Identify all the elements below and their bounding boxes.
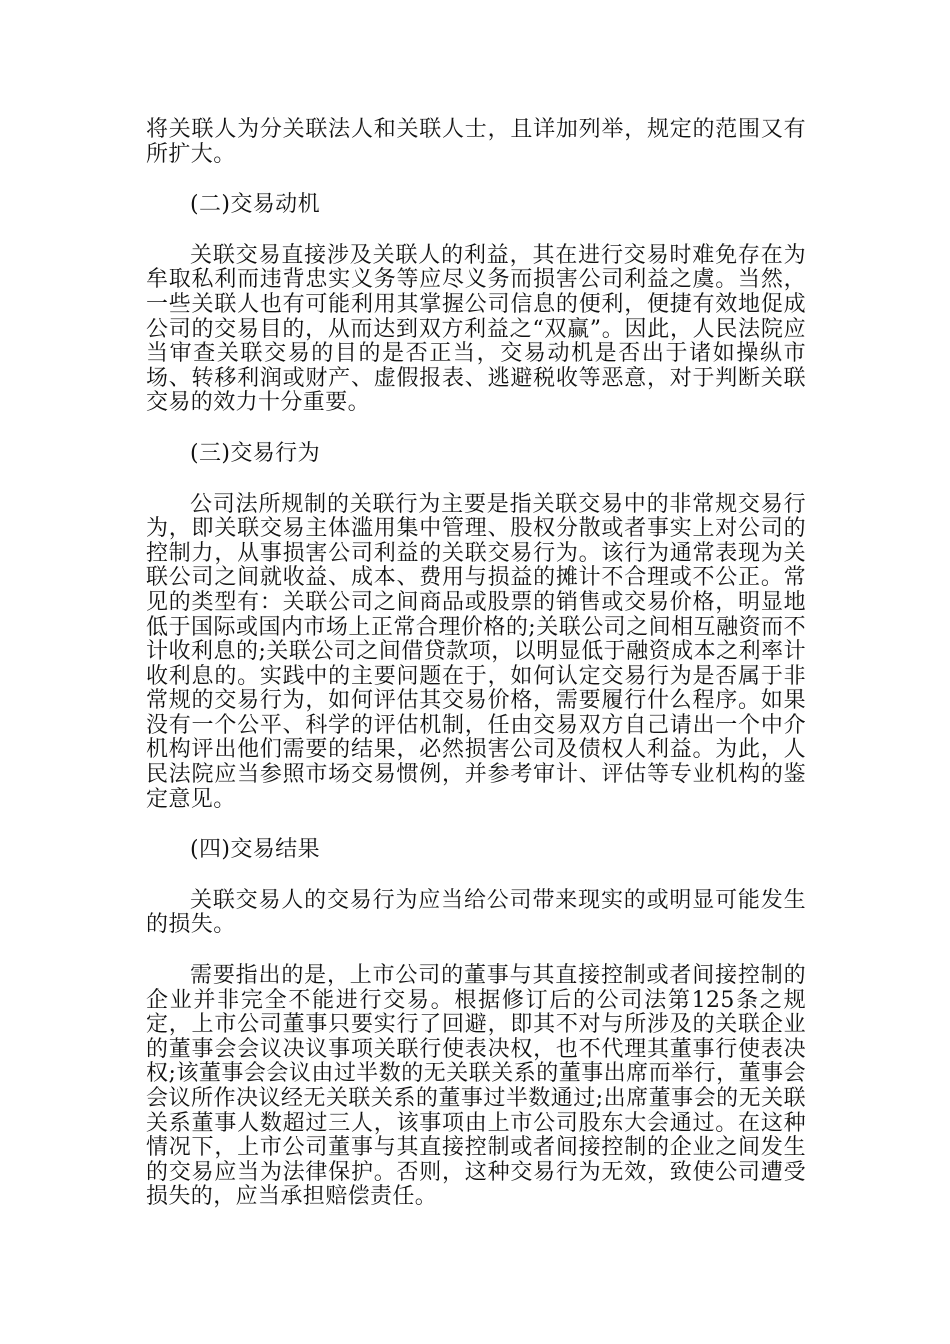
paragraph-intro: 将关联人为分关联法人和关联人士，且详加列举，规定的范围又有所扩大。 (146, 117, 806, 167)
section-heading-behavior: (三)交易行为 (190, 440, 320, 466)
section-heading-result: (四)交易结果 (190, 837, 320, 863)
paragraph-result: 关联交易人的交易行为应当给公司带来现实的或明显可能发生的损失。 (146, 887, 806, 938)
section-heading-motive: (二)交易动机 (190, 192, 320, 218)
document-body (146, 118, 806, 1236)
paragraph-behavior: 公司法所规制的关联行为主要是指关联交易中的非常规交易行为，即关联交易主体滥用集中管理、股权分散或者事实上对公司的控制力，从事损害公司利益的关联交易行为。该行为通常表现为关联公司之间就收益、成本、费用与损益的摊计不合理或不公正。常见的类型有：关联公司之间商品或股票的销售或交易价格，明显地低于国际或国内市场上正常合理价格的;关联公司之间相互融资而不计收利息的;关联公司之间借贷款项，以明显低于融资成本之利率计收利息的。实践中的主要问题在于，如何认定交易行为是否属于非常规的交易行为，如何评估其交易价格，需要履行什么程序。如果没有一个公平、科学的评估机制，任由交易双方自己请出一个中介机构评出他们需要的结果，必然损害公司及债权人利益。为此，人民法院应当参照市场交易惯例，并参考审计、评估等专业机构的鉴定意见。 (146, 491, 806, 812)
paragraph-note: 需要指出的是，上市公司的董事与其直接控制或者间接控制的企业并非完全不能进行交易。根据修订后的公司法第125条之规定，上市公司董事只要实行了回避，即其不对与所涉及的关联企业的董事会会议决议事项关联行使表决权，也不代理其董事行使表决权;该董事会会议由过半数的无关联关系的董事出席而举行，董事会会议所作决议经无关联关系的董事过半数通过;出席董事会的无关联关系董事人数超过三人，该事项由上市公司股东大会通过。在这种情况下，上市公司董事与其直接控制或者间接控制的企业之间发生的交易应当为法律保护。否则，这种交易行为无效，致使公司遭受损失的，应当承担赔偿责任。 (146, 963, 806, 1210)
paragraph-motive: 关联交易直接涉及关联人的利益，其在进行交易时难免存在为牟取私利而违背忠实义务等应尽义务而损害公司利益之虞。当然，一些关联人也有可能利用其掌握公司信息的便利，便捷有效地促成公司的交易目的，从而达到双方利益之“双赢”。因此，人民法院应当审查关联交易的目的是否正当，交易动机是否出于诸如操纵市场、转移利润或财产、虚假报表、逃避税收等恶意，对于判断关联交易的效力十分重要。 (146, 242, 806, 416)
